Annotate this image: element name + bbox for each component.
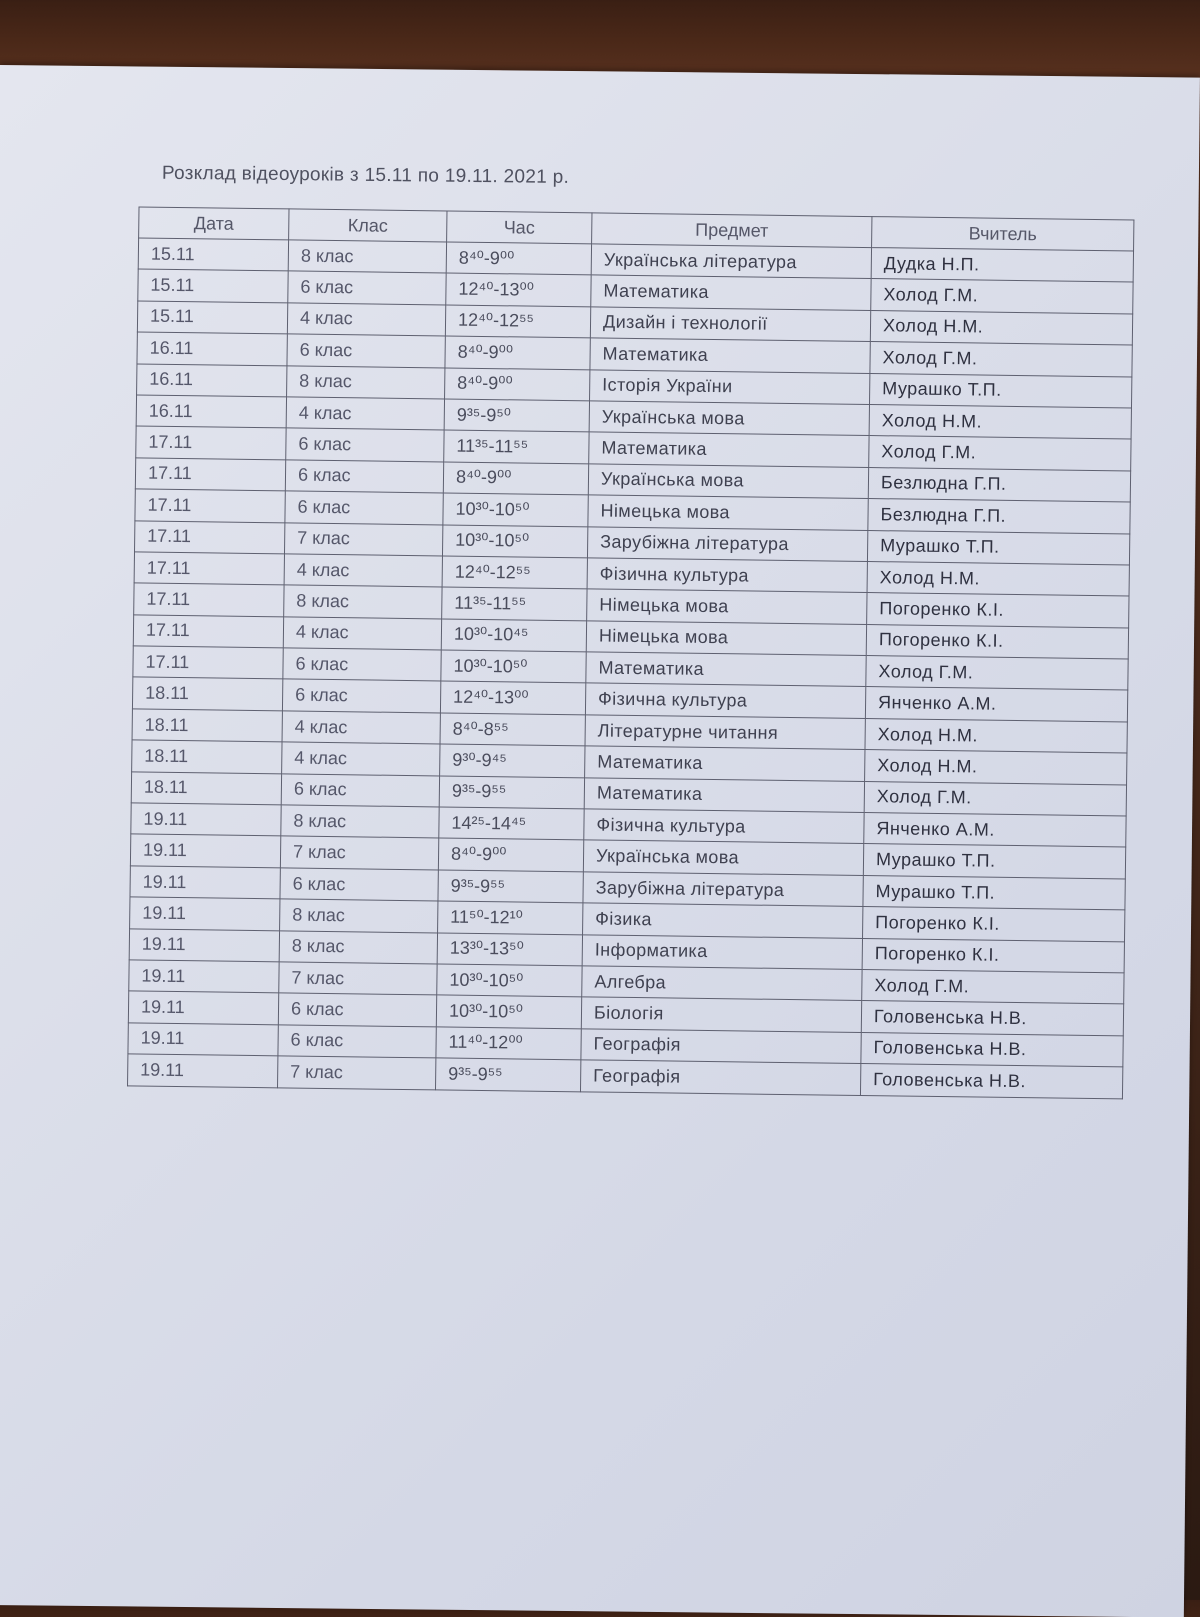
- teacher-cell: Мурашко Т.П.: [863, 875, 1125, 910]
- class-cell: 8 клас: [279, 930, 437, 963]
- teacher-cell: Холод Г.М.: [862, 969, 1124, 1004]
- time-cell: 8⁴⁰-8⁵⁵: [440, 713, 585, 746]
- time-cell: 10³⁰-10⁵⁰: [443, 493, 588, 526]
- class-cell: 6 клас: [285, 491, 443, 524]
- class-cell: 6 клас: [285, 460, 443, 493]
- time-cell: 8⁴⁰-9⁰⁰: [446, 242, 591, 275]
- header-date: Дата: [139, 207, 289, 240]
- teacher-cell: Погоренко К.І.: [863, 907, 1125, 942]
- class-cell: 6 клас: [282, 679, 440, 712]
- time-cell: 10³⁰-10⁴⁵: [441, 619, 586, 652]
- date-cell: 17.11: [133, 646, 283, 679]
- teacher-cell: Безлюдна Г.П.: [868, 499, 1130, 534]
- time-cell: 11⁵⁰-12¹⁰: [438, 901, 583, 934]
- date-cell: 17.11: [134, 552, 284, 585]
- class-cell: 6 клас: [286, 428, 444, 461]
- time-cell: 12⁴⁰-13⁰⁰: [446, 273, 591, 306]
- time-cell: 9³⁵-9⁵⁵: [435, 1058, 580, 1091]
- teacher-cell: Холод Г.М.: [866, 656, 1128, 691]
- teacher-cell: Мурашко Т.П.: [863, 844, 1125, 879]
- header-time: Час: [447, 211, 592, 244]
- subject-cell: Фізика: [583, 903, 863, 938]
- date-cell: 17.11: [134, 583, 284, 616]
- date-cell: 19.11: [130, 897, 280, 930]
- date-cell: 15.11: [138, 238, 288, 271]
- subject-cell: Літературне читання: [585, 715, 865, 750]
- class-cell: 6 клас: [280, 868, 438, 901]
- teacher-cell: Холод Г.М.: [864, 781, 1126, 816]
- class-cell: 4 клас: [283, 617, 441, 650]
- teacher-cell: Головенська Н.В.: [861, 1001, 1123, 1036]
- date-cell: 16.11: [136, 395, 286, 428]
- class-cell: 6 клас: [278, 1025, 436, 1058]
- date-cell: 18.11: [131, 772, 281, 805]
- date-cell: 16.11: [137, 332, 287, 365]
- class-cell: 8 клас: [281, 805, 439, 838]
- subject-cell: Математика: [585, 746, 865, 781]
- time-cell: 12⁴⁰-12⁵⁵: [445, 305, 590, 338]
- teacher-cell: Холод Н.М.: [865, 750, 1127, 785]
- time-cell: 9³⁵-9⁵⁰: [444, 399, 589, 432]
- teacher-cell: Дудка Н.П.: [871, 248, 1133, 283]
- teacher-cell: Мурашко Т.П.: [869, 373, 1131, 408]
- date-cell: 19.11: [129, 928, 279, 961]
- schedule-body: [128, 238, 1134, 1098]
- class-cell: 6 клас: [287, 334, 445, 367]
- subject-cell: Математика: [586, 652, 866, 687]
- subject-cell: Біологія: [581, 997, 861, 1032]
- date-cell: 18.11: [132, 740, 282, 773]
- date-cell: 18.11: [132, 709, 282, 742]
- date-cell: 18.11: [132, 677, 282, 710]
- date-cell: 17.11: [133, 615, 283, 648]
- teacher-cell: Погоренко К.І.: [867, 593, 1129, 628]
- time-cell: 14²⁵-14⁴⁵: [439, 807, 584, 840]
- header-class: Клас: [289, 209, 447, 242]
- teacher-cell: Погоренко К.І.: [862, 938, 1124, 973]
- subject-cell: Німецька мова: [588, 495, 868, 530]
- time-cell: 8⁴⁰-9⁰⁰: [445, 336, 590, 369]
- date-cell: 17.11: [135, 520, 285, 553]
- subject-cell: Фізична культура: [584, 809, 864, 844]
- header-teacher: Вчитель: [872, 217, 1134, 251]
- subject-cell: Українська мова: [583, 840, 863, 875]
- class-cell: 4 клас: [282, 742, 440, 775]
- subject-cell: Географія: [581, 1029, 861, 1064]
- time-cell: 9³⁰-9⁴⁵: [440, 744, 585, 777]
- subject-cell: Математика: [591, 275, 871, 310]
- date-cell: 15.11: [138, 269, 288, 302]
- class-cell: 6 клас: [281, 774, 439, 807]
- date-cell: 19.11: [128, 1054, 278, 1087]
- class-cell: 7 клас: [278, 1056, 436, 1089]
- paper-sheet: [0, 65, 1200, 1617]
- time-cell: 12⁴⁰-12⁵⁵: [442, 556, 587, 589]
- date-cell: 17.11: [135, 458, 285, 491]
- time-cell: 12⁴⁰-13⁰⁰: [440, 681, 585, 714]
- subject-cell: Математика: [589, 432, 869, 467]
- subject-cell: Зарубіжна література: [583, 872, 863, 907]
- date-cell: 19.11: [128, 1023, 278, 1056]
- time-cell: 8⁴⁰-9⁰⁰: [445, 368, 590, 401]
- subject-cell: Зарубіжна література: [587, 526, 867, 561]
- teacher-cell: Погоренко К.І.: [866, 624, 1128, 659]
- class-cell: 6 клас: [278, 993, 436, 1026]
- date-cell: 19.11: [129, 960, 279, 993]
- time-cell: 10³⁰-10⁵⁰: [441, 650, 586, 683]
- teacher-cell: Головенська Н.В.: [860, 1064, 1122, 1099]
- teacher-cell: Головенська Н.В.: [861, 1032, 1123, 1067]
- class-cell: 7 клас: [284, 522, 442, 555]
- class-cell: 8 клас: [284, 585, 442, 618]
- date-cell: 17.11: [136, 426, 286, 459]
- subject-cell: Німецька мова: [586, 621, 866, 656]
- class-cell: 4 клас: [282, 711, 440, 744]
- document-title: Розклад відеоуроків з 15.11 по 19.11. 2021 р.: [161, 162, 570, 188]
- schedule-table: [127, 206, 1134, 1099]
- class-cell: 8 клас: [287, 365, 445, 398]
- class-cell: 4 клас: [287, 303, 445, 336]
- teacher-cell: Мурашко Т.П.: [867, 530, 1129, 565]
- subject-cell: Німецька мова: [587, 589, 867, 624]
- time-cell: 8⁴⁰-9⁰⁰: [443, 462, 588, 495]
- date-cell: 19.11: [130, 834, 280, 867]
- class-cell: 6 клас: [283, 648, 441, 681]
- subject-cell: Українська мова: [589, 401, 869, 436]
- time-cell: 10³⁰-10⁵⁰: [436, 995, 581, 1028]
- date-cell: 16.11: [137, 364, 287, 397]
- class-cell: 8 клас: [280, 899, 438, 932]
- class-cell: 7 клас: [279, 962, 437, 995]
- teacher-cell: Холод Н.М.: [865, 718, 1127, 753]
- time-cell: 13³⁰-13⁵⁰: [437, 933, 582, 966]
- teacher-cell: Холод Н.М.: [867, 561, 1129, 596]
- class-cell: 6 клас: [288, 271, 446, 304]
- time-cell: 10³⁰-10⁵⁰: [437, 964, 582, 997]
- subject-cell: Математика: [584, 777, 864, 812]
- class-cell: 7 клас: [280, 836, 438, 869]
- subject-cell: Дизайн і технології: [590, 307, 870, 342]
- time-cell: 11³⁵-11⁵⁵: [442, 587, 587, 620]
- teacher-cell: Холод Г.М.: [869, 436, 1131, 471]
- subject-cell: Географія: [580, 1060, 860, 1095]
- subject-cell: Українська мова: [588, 464, 868, 499]
- teacher-cell: Холод Н.М.: [869, 404, 1131, 439]
- class-cell: 4 клас: [286, 397, 444, 430]
- teacher-cell: Холод Н.М.: [870, 310, 1132, 345]
- subject-cell: Історія України: [590, 369, 870, 404]
- subject-cell: Українська література: [591, 244, 871, 279]
- teacher-cell: Холод Г.М.: [870, 342, 1132, 377]
- teacher-cell: Янченко А.М.: [865, 687, 1127, 722]
- date-cell: 15.11: [137, 301, 287, 334]
- time-cell: 11⁴⁰-12⁰⁰: [436, 1027, 581, 1060]
- teacher-cell: Безлюдна Г.П.: [868, 467, 1130, 502]
- class-cell: 4 клас: [284, 554, 442, 587]
- header-subject: Предмет: [592, 213, 872, 248]
- subject-cell: Алгебра: [582, 966, 862, 1001]
- class-cell: 8 клас: [288, 240, 446, 273]
- time-cell: 10³⁰-10⁵⁰: [442, 524, 587, 557]
- date-cell: 19.11: [131, 803, 281, 836]
- time-cell: 9³⁵-9⁵⁵: [438, 870, 583, 903]
- subject-cell: Фізична культура: [585, 683, 865, 718]
- date-cell: 19.11: [130, 866, 280, 899]
- time-cell: 11³⁵-11⁵⁵: [444, 430, 589, 463]
- time-cell: 9³⁵-9⁵⁵: [439, 776, 584, 809]
- subject-cell: Фізична культура: [587, 558, 867, 593]
- time-cell: 8⁴⁰-9⁰⁰: [438, 838, 583, 871]
- teacher-cell: Холод Г.М.: [871, 279, 1133, 314]
- subject-cell: Інформатика: [582, 934, 862, 969]
- date-cell: 17.11: [135, 489, 285, 522]
- date-cell: 19.11: [128, 991, 278, 1024]
- subject-cell: Математика: [590, 338, 870, 373]
- teacher-cell: Янченко А.М.: [864, 813, 1126, 848]
